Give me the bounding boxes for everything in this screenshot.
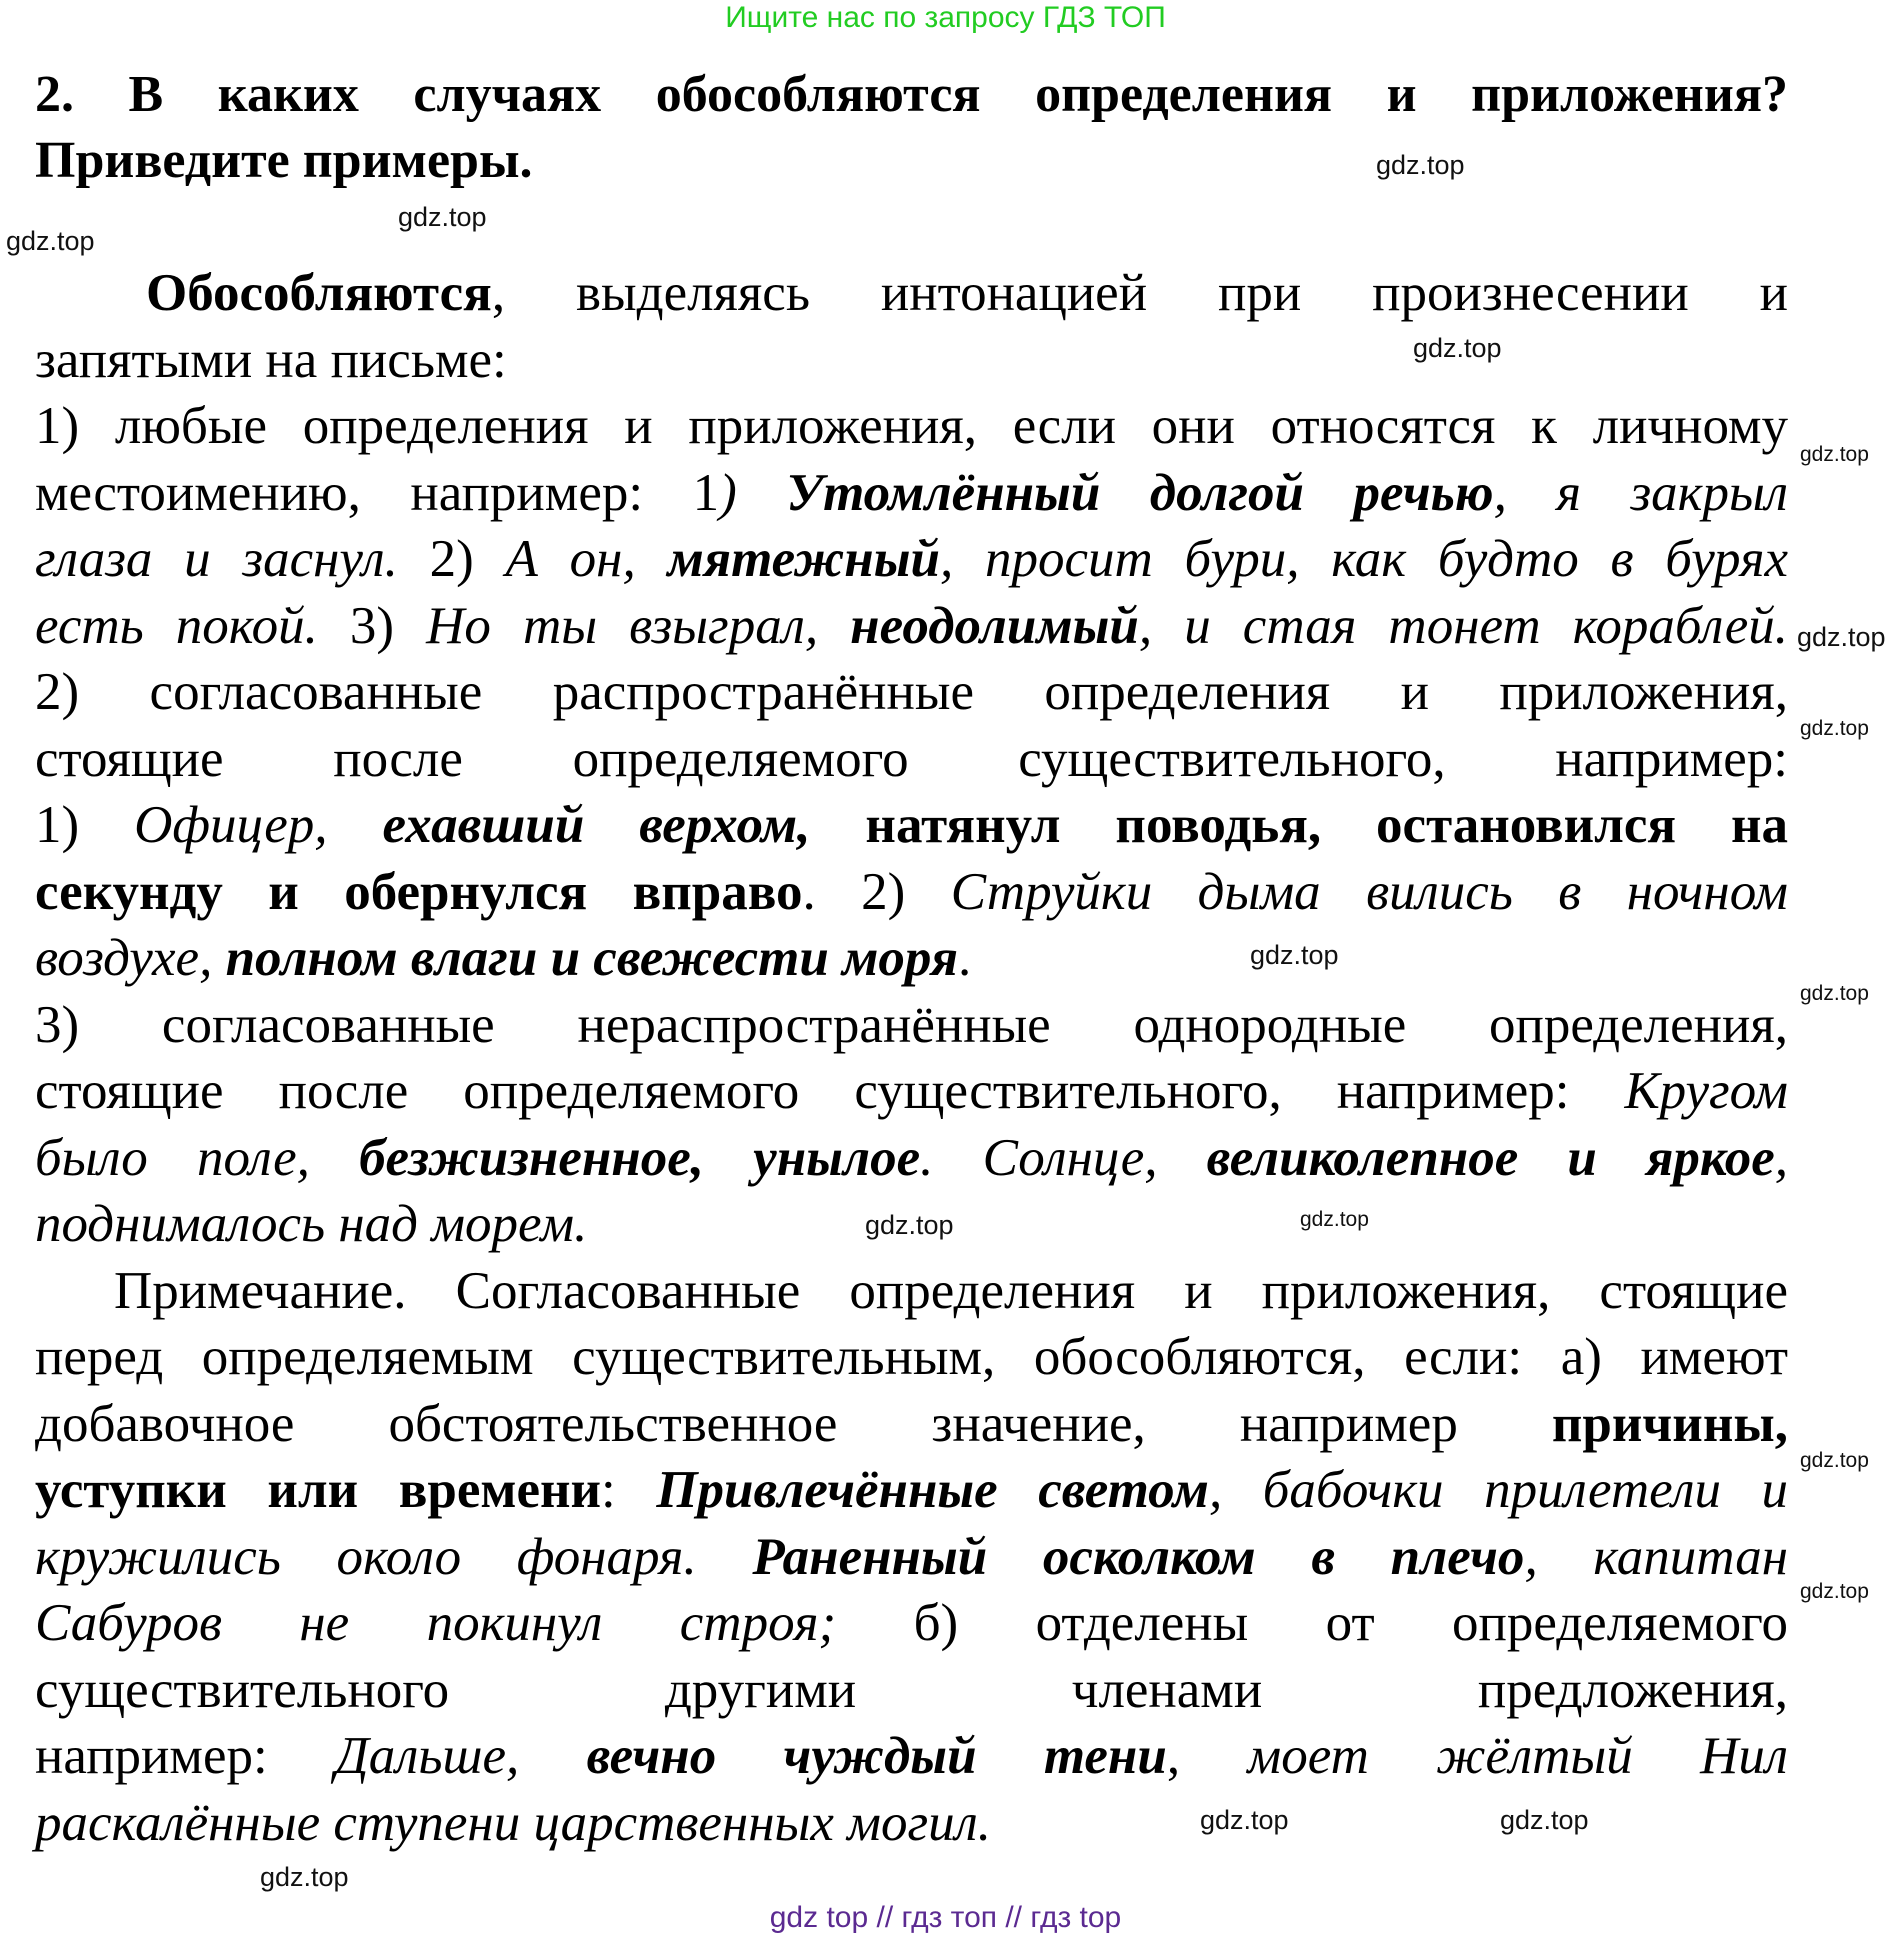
bold-text-run: Обособляются bbox=[146, 264, 492, 322]
text-line bbox=[35, 859, 1788, 926]
text-run: 1) bbox=[35, 796, 135, 854]
bold-text-run: причины, bbox=[1551, 1394, 1788, 1453]
italic-example-run: поднималось над морем. bbox=[35, 1195, 588, 1253]
watermark: gdz.top bbox=[260, 1862, 349, 1892]
watermark: gdz.top bbox=[1800, 1449, 1869, 1472]
italic-example-run: Дальше, bbox=[335, 1727, 587, 1785]
italic-example-run: моет жёлтый Нил bbox=[1247, 1727, 1788, 1785]
title-line bbox=[35, 128, 1788, 194]
italic-example-run: , просит бури, как будто в бурях bbox=[939, 530, 1788, 588]
italic-example-run: было поле, bbox=[35, 1128, 360, 1187]
text-run: б) отделены от определяемого bbox=[913, 1594, 1788, 1652]
italic-example-run: , капитан bbox=[1524, 1527, 1788, 1586]
bold-text-run: натянул поводья, остановился на bbox=[810, 796, 1789, 854]
text-run: 2) согласованные распространённые определения и приложения, bbox=[35, 663, 1788, 721]
text-line bbox=[35, 1723, 1788, 1790]
italic-example-run: кружились около фонаря. bbox=[35, 1527, 753, 1586]
italic-example-run: , я закрыл bbox=[1493, 463, 1788, 522]
text-run: местоимению, например: 1 bbox=[35, 463, 720, 522]
text-line bbox=[35, 1457, 1788, 1524]
emphasized-example-run: Утомлённый долгой речью bbox=[786, 463, 1494, 522]
emphasized-example-run: полном влаги и свежести моря bbox=[225, 929, 959, 987]
watermark: gdz.top bbox=[1800, 1580, 1869, 1603]
watermark: gdz.top bbox=[1500, 1805, 1589, 1835]
watermark: gdz.top bbox=[1200, 1805, 1289, 1835]
text-run: Приведите примеры. bbox=[35, 132, 533, 189]
text-line bbox=[35, 1125, 1788, 1192]
italic-example-run: есть покой. bbox=[35, 596, 350, 655]
italic-example-run: , бабочки прилетели и bbox=[1208, 1461, 1788, 1519]
text-line bbox=[35, 1324, 1788, 1391]
italic-example-run: Кругом bbox=[1624, 1062, 1788, 1120]
text-line bbox=[35, 460, 1788, 527]
answer-text bbox=[35, 260, 1788, 1856]
footer-links: gdz top // гдз топ // гдз top bbox=[769, 1901, 1122, 1934]
text-run: 3) bbox=[349, 596, 427, 655]
emphasized-example-run: Раненный осколком в плечо bbox=[752, 1527, 1525, 1586]
text-line bbox=[35, 1657, 1788, 1724]
text-line bbox=[35, 659, 1788, 726]
text-line bbox=[35, 992, 1788, 1059]
text-line bbox=[35, 792, 1788, 859]
bold-text-run: секунду и обернулся вправо bbox=[35, 862, 803, 921]
question-title bbox=[35, 62, 1788, 194]
italic-example-run: Струйки дыма вились в ночном bbox=[950, 862, 1789, 921]
italic-example-run: воздухе, bbox=[35, 929, 226, 987]
emphasized-example-run: великолепное и яркое bbox=[1206, 1128, 1775, 1187]
watermark: gdz.top bbox=[1413, 333, 1502, 363]
emphasized-example-run: ехавший верхом, bbox=[382, 796, 811, 854]
text-line bbox=[35, 593, 1788, 660]
text-run: 3) согласованные нераспространённые однородные определения, bbox=[35, 995, 1788, 1054]
emphasized-example-run: мятежный bbox=[667, 530, 940, 588]
italic-example-run: Офицер, bbox=[134, 796, 383, 854]
watermark: gdz.top bbox=[1250, 940, 1339, 970]
text-line bbox=[35, 393, 1788, 460]
text-line bbox=[35, 526, 1788, 593]
watermark: gdz.top bbox=[1300, 1208, 1369, 1231]
text-run: существительного другими членами предложения, bbox=[35, 1660, 1788, 1719]
text-line bbox=[35, 925, 1788, 992]
text-run: . bbox=[958, 929, 972, 987]
watermark: gdz.top bbox=[1800, 982, 1869, 1005]
text-line bbox=[35, 1058, 1788, 1125]
emphasized-example-run: безжизненное, унылое bbox=[359, 1128, 921, 1187]
text-line bbox=[35, 1524, 1788, 1591]
emphasized-example-run: неодолимый bbox=[850, 596, 1139, 655]
text-run: . 2) bbox=[802, 862, 951, 921]
text-run: стоящие после определяемого существительного, например: bbox=[35, 729, 1788, 788]
text-line bbox=[35, 1590, 1788, 1657]
italic-example-run: раскалённые ступени царственных могил. bbox=[35, 1793, 992, 1852]
text-run: Примечание. Согласованные определения и приложения, стоящие bbox=[114, 1261, 1788, 1320]
text-run: 2) bbox=[429, 530, 506, 588]
italic-example-run: . Солнце, bbox=[920, 1128, 1207, 1187]
text-run: 1) любые определения и приложения, если они относятся к личному bbox=[35, 397, 1788, 455]
text-run: , bbox=[1166, 1727, 1248, 1785]
italic-example-run: глаза и заснул. bbox=[35, 530, 430, 588]
header-banner: Ищите нас по запросу ГДЗ ТОП bbox=[725, 1, 1166, 34]
watermark: gdz.top bbox=[1800, 443, 1869, 466]
italic-example-run: , и стая тонет кораблей. bbox=[1138, 596, 1788, 655]
text-run: , выделяясь интонацией при произнесении и bbox=[491, 264, 1788, 322]
emphasized-example-run: вечно чуждый тени bbox=[586, 1727, 1167, 1785]
italic-example-run: А он, bbox=[505, 530, 668, 588]
italic-example-run: ) bbox=[719, 463, 787, 522]
watermark: gdz.top bbox=[1797, 622, 1886, 652]
text-line bbox=[35, 726, 1788, 793]
watermark: gdz.top bbox=[1376, 150, 1465, 180]
watermark: gdz.top bbox=[1800, 717, 1869, 740]
italic-example-run: Сабуров не покинул строя; bbox=[35, 1594, 914, 1652]
text-run: добавочное обстоятельственное значение, например bbox=[35, 1394, 1552, 1453]
text-run: запятыми на письме: bbox=[35, 330, 507, 389]
watermark: gdz.top bbox=[865, 1210, 954, 1240]
text-line bbox=[35, 1391, 1788, 1458]
text-run: 2. В каких случаях обособляются определения и приложения? bbox=[35, 66, 1788, 123]
bold-text-run: уступки или времени bbox=[35, 1461, 602, 1519]
italic-example-run: Но ты взыграл, bbox=[426, 596, 851, 655]
watermark: gdz.top bbox=[6, 226, 95, 256]
watermark: gdz.top bbox=[398, 202, 487, 232]
text-line bbox=[35, 1258, 1788, 1325]
italic-example-run: , bbox=[1774, 1128, 1789, 1187]
text-line bbox=[35, 327, 1788, 394]
text-line bbox=[35, 260, 1788, 327]
text-run: стоящие после определяемого существительного, например: bbox=[35, 1062, 1625, 1120]
text-run: : bbox=[601, 1461, 657, 1519]
title-line bbox=[35, 62, 1788, 128]
text-run: перед определяемым существительным, обособляются, если: а) имеют bbox=[35, 1328, 1788, 1386]
emphasized-example-run: Привлечённые светом bbox=[656, 1461, 1209, 1519]
text-run: например: bbox=[35, 1727, 336, 1785]
